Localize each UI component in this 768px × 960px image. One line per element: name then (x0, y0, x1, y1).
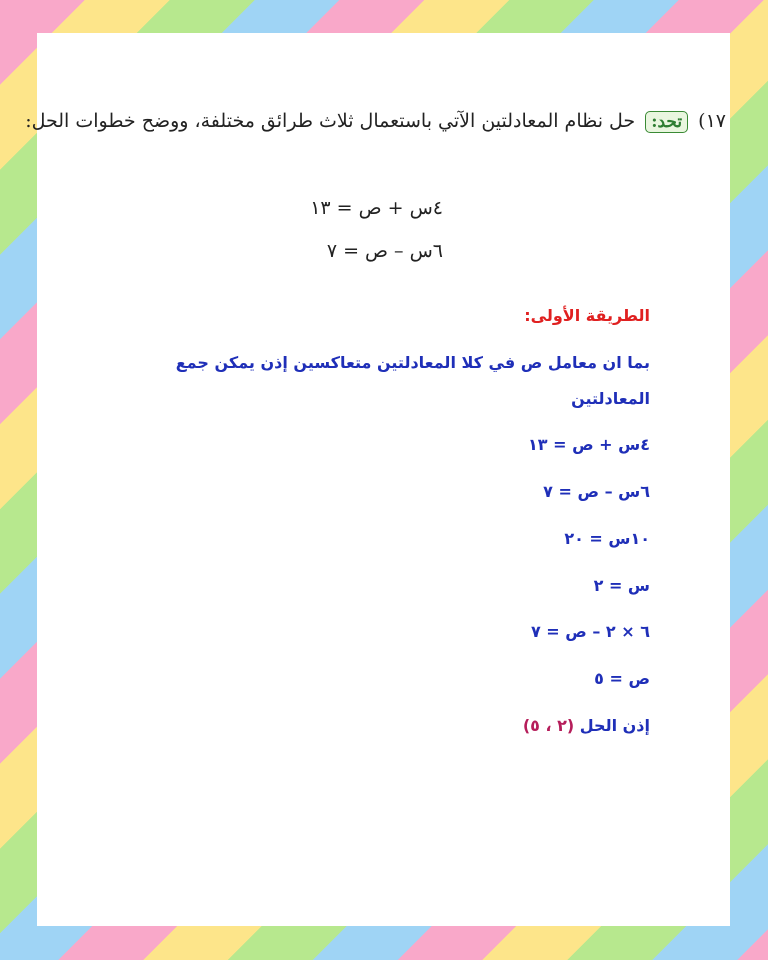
final-answer (523, 716, 650, 735)
problem-statement (25, 110, 726, 133)
explanation-line-2: المعادلتين (571, 389, 650, 408)
solution-step: ١٠س = ٢٠ (564, 529, 650, 548)
method-title: الطريقة الأولى: (524, 306, 650, 325)
solution-step: ٦س – ص = ٧ (543, 482, 650, 501)
problem-text: حل نظام المعادلتين الآتي باستعمال ثلاث طرائق مختلفة، ووضح خطوات الحل: (25, 110, 636, 132)
solution-step: ٦ × ٢ – ص = ٧ (530, 622, 650, 641)
content-card (37, 33, 730, 926)
solution-step: ٤س + ص = ١٣ (528, 435, 650, 454)
given-equation-1: ٤س + ص = ١٣ (310, 197, 443, 219)
answer-value: (٢ ، ٥) (522, 716, 575, 735)
problem-number: ١٧) (698, 110, 726, 132)
challenge-badge: تحد: (645, 111, 688, 133)
answer-label: إذن الحل (579, 716, 650, 735)
given-equation-2: ٦س – ص = ٧ (326, 240, 443, 262)
solution-step: س = ٢ (593, 576, 650, 595)
solution-step: ص = ٥ (594, 669, 650, 688)
explanation-line-1: بما ان معامل ص في كلا المعادلتين متعاكسين إذن يمكن جمع (175, 353, 650, 372)
